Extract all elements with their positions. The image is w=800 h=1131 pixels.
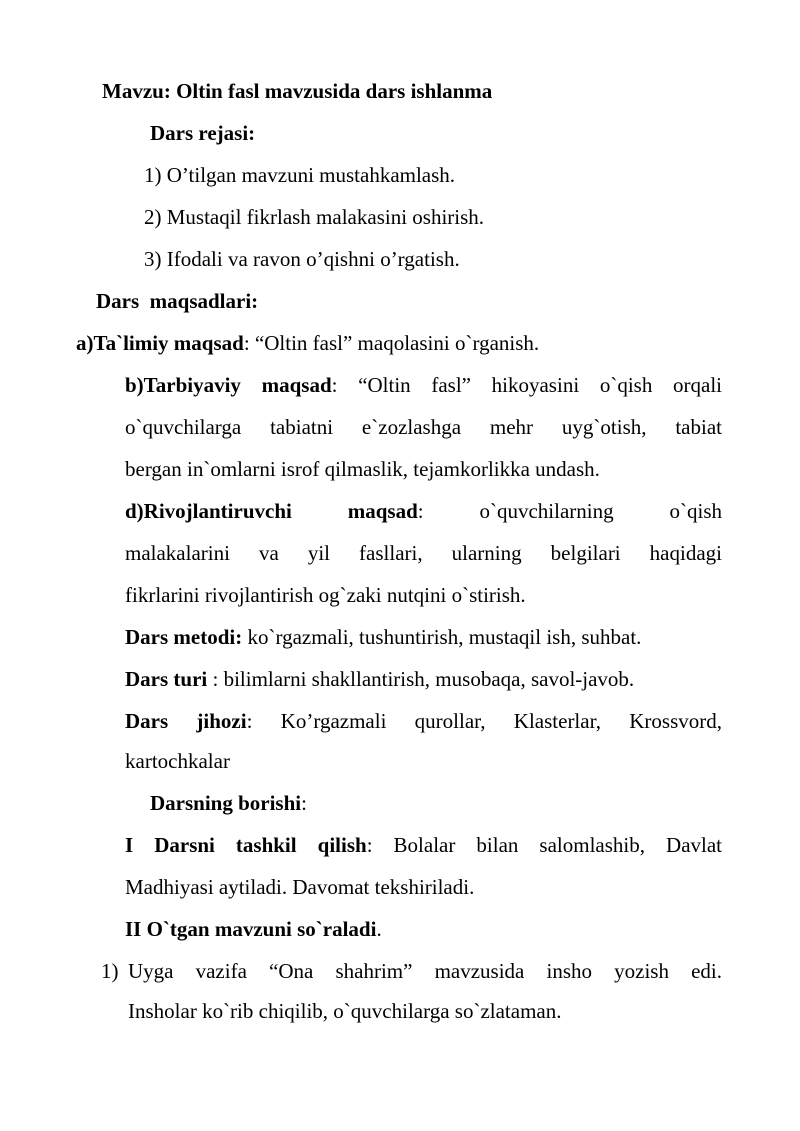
stage-1-line-1	[125, 832, 722, 858]
goals-heading: Dars maqsadlari:	[96, 289, 259, 313]
lesson-progress-colon: :	[301, 791, 307, 815]
goal-educational-text: : “Oltin fasl” maqolasini o`rganish.	[243, 331, 540, 355]
lesson-type-label: Dars turi	[125, 667, 208, 691]
lesson-method-text: ko`rgazmali, tushuntirish, mustaqil ish, suhbat.	[242, 625, 642, 649]
plan-item-2: 2) Mustaqil fikrlash malakasini oshirish.	[144, 205, 485, 229]
goal-upbringing-line-1	[125, 372, 722, 398]
stage-1-line-2: Madhiyasi aytiladi. Davomat tekshiriladi.	[125, 875, 475, 899]
homework-line-2: Insholar ko`rib chiqilib, o`quvchilarga so`zlataman.	[128, 999, 562, 1023]
homework-line-1: Uyga vazifa “Ona shahrim” mavzusida insho yozish edi.	[128, 959, 722, 983]
goal-upbringing-line-2: o`quvchilarga tabiatni e`zozlashga mehr uyg`otish, tabiat	[125, 415, 722, 439]
plan-item-1: 1) O’tilgan mavzuni mustahkamlash.	[144, 163, 456, 187]
goal-educational-label: a)Ta`limiy maqsad	[76, 331, 244, 355]
stage-2-label: II O`tgan mavzuni so`raladi	[125, 917, 377, 941]
goal-developmental-line-1	[125, 498, 722, 524]
lesson-progress-label: Darsning borishi	[150, 791, 302, 815]
lesson-type-text: : bilimlarni shakllantirish, musobaqa, savol-javob.	[207, 667, 635, 691]
goal-developmental-label: d)Rivojlantiruvchi maqsad	[125, 499, 418, 523]
lesson-type	[125, 666, 634, 692]
goal-educational	[76, 330, 539, 356]
goal-developmental-text-1: : o`quvchilarning o`qish	[417, 499, 723, 523]
stage-1-label: I Darsni tashkil qilish	[125, 833, 367, 857]
lesson-method-label: Dars metodi:	[125, 625, 243, 649]
homework-number: 1)	[101, 959, 119, 983]
stage-2	[125, 916, 382, 942]
lesson-progress-heading	[150, 790, 307, 816]
goal-developmental-line-3: fikrlarini rivojlantirish og`zaki nutqini o`stirish.	[125, 583, 526, 607]
stage-2-dot: .	[376, 917, 382, 941]
lesson-equipment-text-1: : Ko’rgazmali qurollar, Klasterlar, Krossvord,	[246, 709, 722, 733]
goal-upbringing-label: b)Tarbiyaviy maqsad	[125, 373, 332, 397]
lesson-equipment-label: Dars jihozi	[125, 709, 247, 733]
lesson-title: Mavzu: Oltin fasl mavzusida dars ishlanma	[102, 79, 493, 103]
plan-item-3: 3) Ifodali va ravon o’qishni o’rgatish.	[144, 247, 460, 271]
lesson-equipment-line-1	[125, 708, 722, 734]
lesson-method	[125, 624, 641, 650]
plan-heading: Dars rejasi:	[150, 121, 256, 145]
goal-upbringing-line-3: bergan in`omlarni isrof qilmaslik, tejamkorlikka undash.	[125, 457, 600, 481]
stage-1-text-1: : Bolalar bilan salomlashib, Davlat	[366, 833, 723, 857]
goal-developmental-line-2: malakalarini va yil fasllari, ularning belgilari haqidagi	[125, 541, 722, 565]
lesson-equipment-line-2: kartochkalar	[125, 749, 230, 773]
goal-upbringing-text-1: : “Oltin fasl” hikoyasini o`qish orqali	[331, 373, 722, 397]
